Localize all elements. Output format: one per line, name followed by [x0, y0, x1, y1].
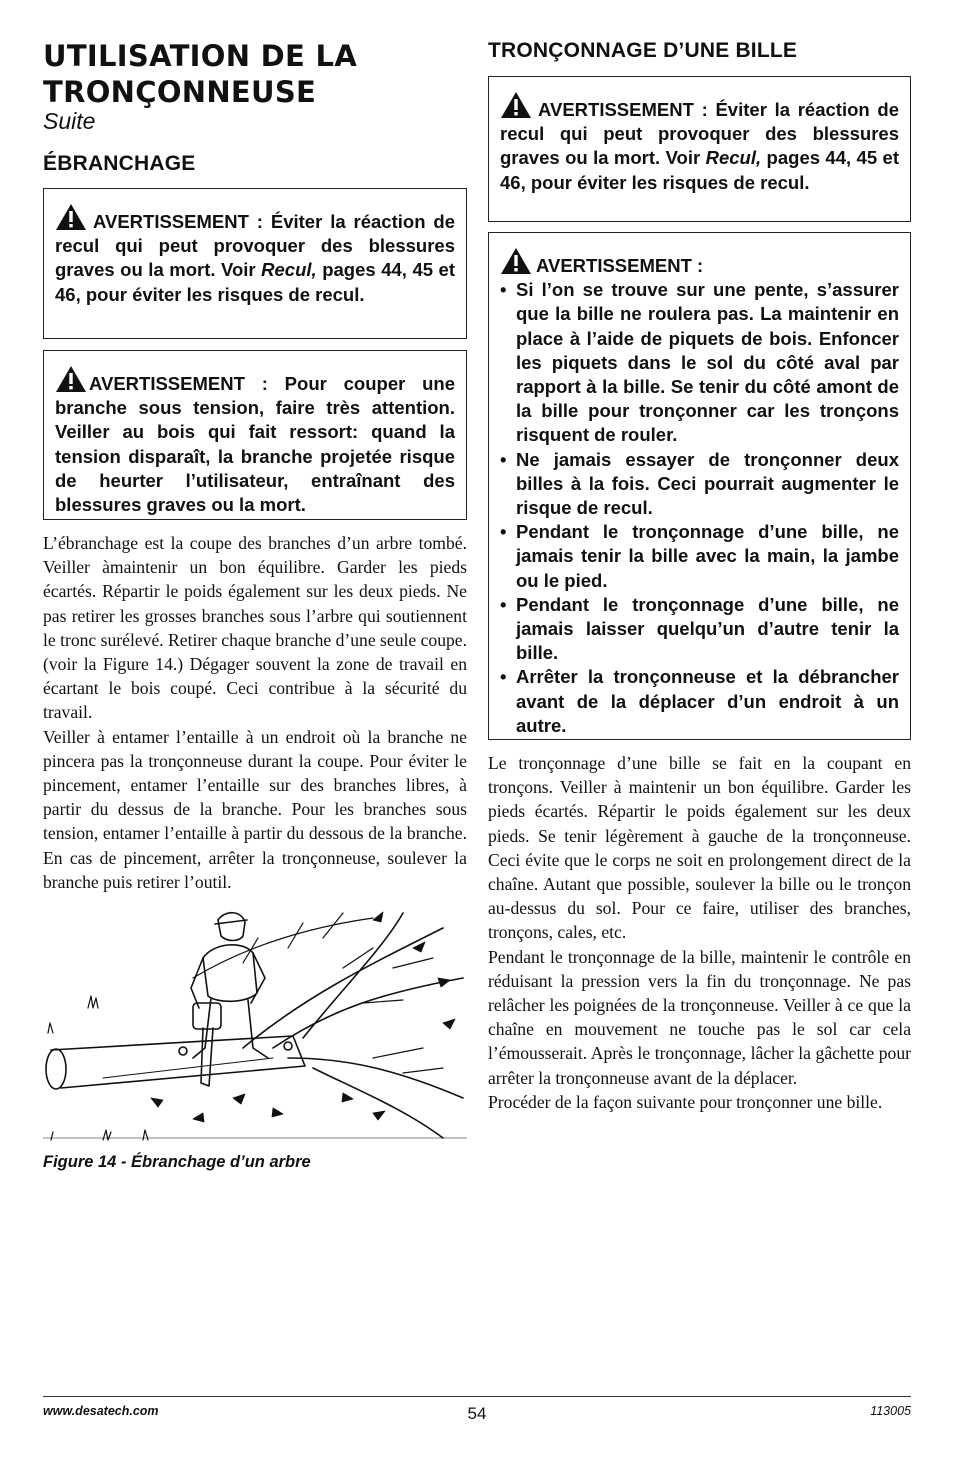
warning-triangle-icon — [55, 203, 87, 231]
paragraph: Procéder de la façon suivante pour tronçonner une bille. — [488, 1091, 883, 1112]
warning-text-end: pages 44, 45 et 46, pour éviter les risques de recul. — [500, 147, 899, 193]
section-title-troncgonnage: TRONÇONNAGE D’UNE BILLE — [488, 39, 798, 62]
warning-triangle-icon — [55, 365, 87, 393]
section-title-ebranchage: ÉBRANCHAGE — [43, 152, 196, 175]
warning-label: AVERTISSEMENT : — [89, 373, 268, 394]
warning-text-end: pages 44, 45 et 46, pour éviter les risques de recul. — [55, 259, 455, 305]
figure-delimbing-illustration — [43, 908, 467, 1143]
warning-header — [500, 247, 899, 278]
page-subtitle: Suite — [43, 108, 96, 134]
warning-box-log-bucking — [488, 232, 911, 740]
warning-label: AVERTISSEMENT : — [536, 255, 704, 276]
document-code: 113005 — [870, 1404, 911, 1418]
warning-label: AVERTISSEMENT : — [538, 99, 708, 120]
list-item: • Si l’on se trouve sur une pente, s’assurer que la bille ne roulera pas. La maintenir en place à l’aide de piquets de bois. Enfoncer les piquets dans le sol du côté aval par rapport à la bille. Se tenir du côté amont de la bille pour tronçonner car les tronçons risquent de rouler. — [500, 278, 899, 447]
warning-triangle-icon — [500, 91, 532, 119]
figure-caption: Figure 14 - Ébranchage d’un arbre — [43, 1153, 311, 1171]
warning-box-kickback-left — [43, 188, 467, 339]
warning-text: Éviter la réaction de recul qui peut provoquer des blessures graves ou la mort. Voir — [55, 211, 455, 281]
footer-website: www.desatech.com — [43, 1404, 159, 1418]
paragraph: Veiller à entamer l’entaille à un endroit où la branche ne pincera pas la tronçonneuse durant la coupe. Pour éviter le pincement, entamer l’entaille sur des branches libres, à partir du dessus de la branche. Pour les branches sous tension, entamer l’entaille à partir du dessous de la branche. En cas de pincement, arrêter la tronçonneuse, soulever la branche puis retirer l’outil. — [43, 726, 467, 892]
page-title-line-2: TRONÇONNEUSE — [43, 75, 317, 109]
warning-reference: Recul, — [261, 259, 317, 281]
warning-box-spring-branch — [43, 350, 467, 520]
warning-text: Pour couper une branche sous tension, faire très attention. Veiller au bois qui fait ressort: quand la tension disparaît, la branche projetée risque de heurter l’utilisateur, entraînant des blessures graves ou la mort. — [55, 373, 455, 516]
page-number: 54 — [467, 1404, 487, 1423]
warning-box-kickback-right — [488, 76, 911, 222]
warning-label: AVERTISSEMENT : — [93, 211, 263, 232]
list-item: • Ne jamais essayer de tronçonner deux billes à la fois. Ceci pourrait augmenter le risque de recul. — [500, 448, 899, 521]
footer-divider — [43, 1396, 911, 1397]
body-text-ebranchage — [43, 531, 467, 894]
page-title — [43, 38, 357, 110]
warning-list — [500, 278, 899, 738]
warning-triangle-icon — [500, 247, 532, 275]
list-item: • Arrêter la tronçonneuse et la débrancher avant de la déplacer d’un endroit à un autre. — [500, 665, 899, 738]
paragraph: L’ébranchage est la coupe des branches d’un arbre tombé. Veiller àmaintenir un bon équilibre. Garder les pieds écartés. Répartir le poids également sur les deux pieds. Ne pas retirer les grosses branches sous l’arbre qui soutiennent le tronc surélevé. Retirer chaque branche d’une seule coupe. (voir la Figure 14.) Dégager souvent la zone de travail en écartant le bois coupé. Ceci contribue à la sécurité du travail. — [43, 533, 468, 723]
paragraph: Le tronçonnage d’une bille se fait en la coupant en tronçons. Veiller à maintenir un bon équilibre. Garder les pieds écartés. Répartir le poids également sur les deux pieds. Se tenir légèrement à gauche de la tronçonneuse. Ceci évite que le corps ne soit en prolongement direct de la chaîne. Autant que possible, soulever la bille ou le tronçon au-dessus du sol. Pour ce faire, utiliser des branches, tronçons, cales, etc. — [488, 753, 911, 943]
paragraph: Pendant le tronçonnage de la bille, maintenir le contrôle en réduisant la pression vers la fin du tronçonnage. Ne pas relâcher les poignées de la tronçonneuse. Veiller à ce que la chaîne en mouvement ne touche pas le sol car cela l’émousserait. Après le tronçonnage, lâcher la gâchette pour arrêter la tronçonneuse avant de la déplacer. — [488, 946, 911, 1088]
list-item: • Pendant le tronçonnage d’une bille, ne jamais tenir la bille avec la main, la jambe ou le pied. — [500, 520, 899, 593]
warning-reference: Recul, — [705, 147, 762, 169]
page-title-line-1: UTILISATION DE LA — [43, 39, 358, 73]
list-item: • Pendant le tronçonnage d’une bille, ne jamais laisser quelqu’un d’autre tenir la bille. — [500, 593, 899, 666]
body-text-troncgonnage — [488, 751, 911, 1114]
warning-text: Éviter la réaction de recul qui peut provoquer des blessures graves ou la mort. Voir — [500, 99, 899, 169]
